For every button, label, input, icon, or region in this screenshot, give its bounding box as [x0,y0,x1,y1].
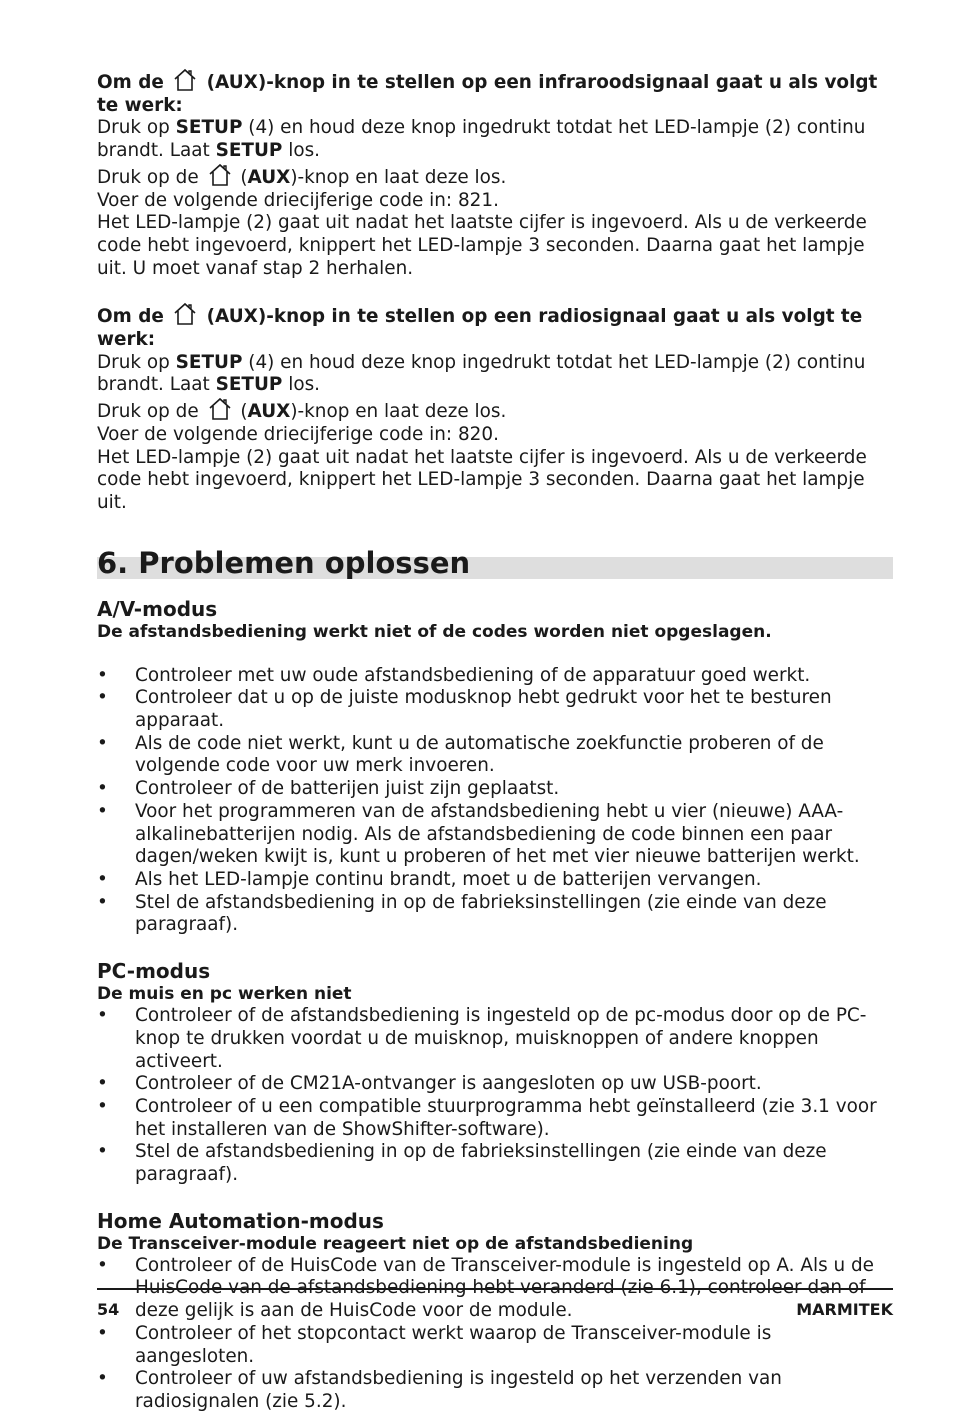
av-title: A/V-modus [97,596,218,621]
bullet: • [97,1073,108,1095]
bullet: • [97,664,108,686]
home-icon [172,302,198,326]
page-footer [97,1288,893,1319]
bullet: • [97,868,108,890]
ir-step-1: Druk op SETUP (4) en houd deze knop ingedrukt totdat het LED-lampje (2) continu brandt. Laat SETUP los. [97,117,866,162]
list-item [97,801,893,869]
home-icon [172,68,198,92]
home-icon [207,397,233,421]
av-subtitle: De afstandsbediening werkt niet of de codes worden niet opgeslagen. [97,621,772,642]
pc-section [97,959,893,1187]
ha-subtitle: De Transceiver-module reageert niet op de afstandsbediening [97,1233,694,1254]
ha-section [97,1209,893,1414]
page-title: 6. Problemen oplossen [97,545,471,580]
list-item-text: Controleer of de afstandsbediening is ingesteld op de pc-modus door op de PC-knop te drukken voordat u de muisknop, muisknoppen of andere knoppen activeert. [135,1005,867,1072]
rf-step-4: Het LED-lampje (2) gaat uit nadat het laatste cijfer is ingevoerd. Als u de verkeerde code hebt ingevoerd, knippert het LED-lampje 3 seconden. Daarna gaat het lampje uit. [97,446,867,513]
list-item-text: Als de code niet werkt, kunt u de automatische zoekfunctie proberen of de volgende code voor uw merk invoeren. [135,732,824,777]
av-section [97,597,893,937]
pc-subtitle: De muis en pc werken niet [97,984,352,1005]
bullet: • [97,1254,108,1276]
list-item [97,1005,893,1073]
list-item [97,733,893,778]
brand-name: MARMITEK [796,1300,893,1319]
home-icon [207,163,233,187]
list-item-text: Controleer of de batterijen juist zijn geplaatst. [135,778,560,800]
list-item-text: Controleer dat u op de juiste modusknop hebt gedrukt voor het te besturen apparaat. [135,687,832,732]
list-item [97,1096,893,1141]
rf-step-2: Druk op de (AUX)-knop en laat deze los. [97,397,893,424]
bullet: • [97,1005,108,1027]
bullet: • [97,732,108,754]
bullet: • [97,1141,108,1163]
bullet: • [97,891,108,913]
ir-step-2: Druk op de (AUX)-knop en laat deze los. [97,163,893,190]
rf-setup-heading: Om de (AUX)-knop in te stellen op een radiosignaal gaat u als volgt te werk: [97,302,893,351]
list-item-text: Controleer met uw oude afstandsbediening of de apparatuur goed werkt. [135,664,811,686]
list-item [97,1368,893,1413]
list-item-text: Controleer of de CM21A-ontvanger is aangesloten op uw USB-poort. [135,1073,762,1095]
bullet: • [97,778,108,800]
rf-step-1: Druk op SETUP (4) en houd deze knop ingedrukt totdat het LED-lampje (2) continu brandt. Laat SETUP los. [97,351,866,396]
list-item [97,687,893,732]
list-item [97,778,893,801]
list-item [97,1141,893,1186]
list-item-text: Stel de afstandsbediening in op de fabrieksinstellingen (zie einde van deze paragraaf). [135,891,827,936]
rf-step-3: Voer de volgende driecijferige code in: 820. [97,423,499,445]
list-item [97,1323,893,1368]
list-item [97,892,893,937]
ir-step-4: Het LED-lampje (2) gaat uit nadat het laatste cijfer is ingevoerd. Als u de verkeerde code hebt ingevoerd, knippert het LED-lampje 3 seconden. Daarna gaat het lampje uit. U moet vanaf stap 2 herhalen. [97,212,867,279]
av-list [97,665,893,937]
list-item-text: Stel de afstandsbediening in op de fabrieksinstellingen (zie einde van deze paragraaf). [135,1141,827,1186]
pc-title: PC-modus [97,959,211,984]
bullet: • [97,687,108,709]
ir-setup-heading: Om de (AUX)-knop in te stellen op een infraroodsignaal gaat u als volgt te werk: [97,68,893,117]
list-item [97,665,893,688]
bullet: • [97,800,108,822]
list-item-text: Controleer of het stopcontact werkt waarop de Transceiver-module is aangesloten. [135,1322,772,1367]
bullet: • [97,1368,108,1390]
ha-title: Home Automation-modus [97,1208,384,1233]
page-content [97,68,893,1414]
ha-list [97,1255,893,1414]
list-item [97,869,893,892]
bullet: • [97,1322,108,1344]
page-number: 54 [97,1300,120,1319]
list-item-text: Controleer of uw afstandsbediening is ingesteld op het verzenden van radiosignalen (zie 5.2). [135,1368,782,1412]
list-item-text: Voor het programmeren van de afstandsbediening hebt u vier (nieuwe) AAA-alkalinebatterijen nodig. Als de afstandsbediening de code binnen een paar dagen/weken kwijt is, kunt u proberen of het met vier nieuwe batterijen werkt. [135,800,860,868]
bullet: • [97,1095,108,1117]
list-item-text: Controleer of u een compatible stuurprogramma hebt geïnstalleerd (zie 3.1 voor het installeren van de ShowShifter-software). [135,1095,877,1140]
list-item-text: Controleer of de HuisCode van de Transceiver-module is ingesteld op A. Als u de HuisCode van de afstandsbediening hebt veranderd (zie 6.1), controleer dan of deze gelijk is aan de HuisCode voor de module. [135,1254,874,1322]
section-heading [97,541,893,591]
list-item-text: Als het LED-lampje continu brandt, moet u de batterijen vervangen. [135,868,762,890]
pc-list [97,1005,893,1187]
ir-step-3: Voer de volgende driecijferige code in: 821. [97,189,499,211]
list-item [97,1073,893,1096]
